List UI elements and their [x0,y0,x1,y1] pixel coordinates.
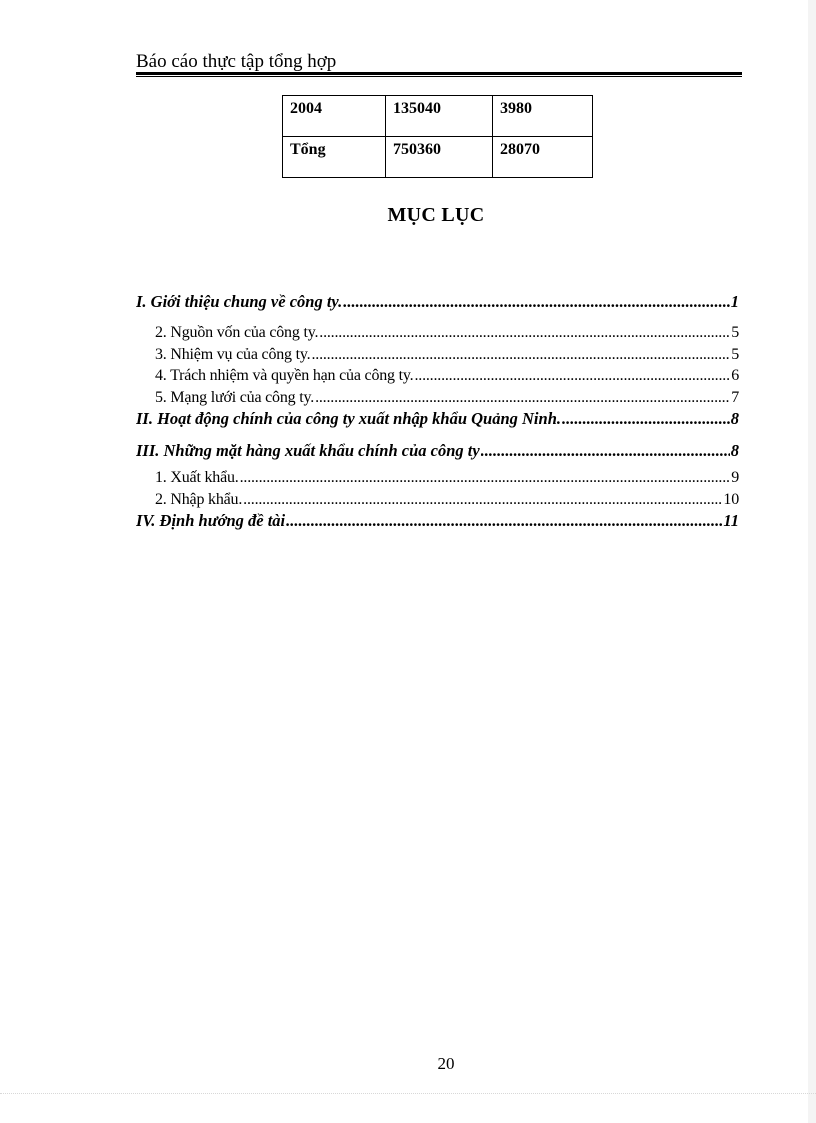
toc-entry[interactable] [136,344,739,366]
toc-entry[interactable] [136,365,739,387]
toc-entry-text: I. Giới thiệu chung về công ty. [136,292,343,311]
toc-entry[interactable] [136,408,739,430]
toc-entry[interactable] [136,489,739,511]
toc-entry-text: II. Hoạt động chính của công ty xuất nhập khẩu Quảng Ninh. [136,409,561,428]
toc-entry-text: 4. Trách nhiệm và quyền hạn của công ty. [155,367,414,384]
toc-entry-text: 5. Mạng lưới của công ty. [155,388,315,406]
table-cell-year: 2004 [283,96,386,137]
toc-entry-page: 1 [730,292,739,311]
toc-entry-page: 5 [731,345,739,363]
toc-entry-text: 2. Nguồn vốn của công ty. [155,324,319,341]
data-table [282,95,593,178]
toc-leader-dots [243,489,722,511]
toc-entry[interactable] [136,387,739,409]
toc-entry-text: 3. Nhiệm vụ của công ty. [155,345,311,363]
toc-leader-dots [311,344,730,366]
header-rule-thin [136,76,742,77]
toc-leader-dots [315,387,730,409]
toc-entry[interactable] [136,291,739,313]
table-cell-total-label: Tổng [283,137,386,178]
table-cell-value: 750360 [386,137,493,178]
toc-leader-dots [319,322,730,344]
report-header-title: Báo cáo thực tập tổng hợp [136,51,337,72]
table-cell-value: 135040 [386,96,493,137]
toc-leader-dots [562,408,730,430]
page-number: 20 [437,1054,455,1073]
toc-entry[interactable] [136,467,739,489]
table-cell-value: 28070 [493,137,593,178]
toc-entry-page: 6 [731,367,739,384]
toc-entry-page: 8 [730,441,739,460]
toc-entry-text: 2. Nhập khẩu. [155,490,243,508]
table-row-total [283,137,593,178]
toc-leader-dots [286,510,722,532]
table-row [283,96,593,137]
toc-leader-dots [343,291,730,313]
toc-entry-page: 8 [730,409,739,428]
toc-entry-page: 11 [723,511,739,530]
toc-leader-dots [240,467,731,489]
toc-entry-page: 5 [731,324,739,341]
table-cell-value: 3980 [493,96,593,137]
page-edge [808,0,816,1123]
toc-leader-dots [414,365,730,387]
page-bottom-edge [0,1093,816,1094]
toc-title: MỤC LỤC [387,204,485,226]
toc-entry-page: 7 [731,388,739,406]
toc-entry-page: 10 [723,490,739,508]
toc-entry-text: IV. Định hướng đề tài [136,511,286,530]
table-of-contents [136,291,739,532]
toc-entry-text: 1. Xuất khẩu. [155,469,239,486]
header-rule [136,72,742,75]
toc-entry-text: III. Những mặt hàng xuất khẩu chính của công ty [136,441,480,460]
toc-entry[interactable] [136,510,739,532]
toc-entry[interactable] [136,322,739,344]
toc-leader-dots [481,440,730,462]
toc-entry-page: 9 [731,469,739,486]
toc-entry[interactable] [136,440,739,462]
